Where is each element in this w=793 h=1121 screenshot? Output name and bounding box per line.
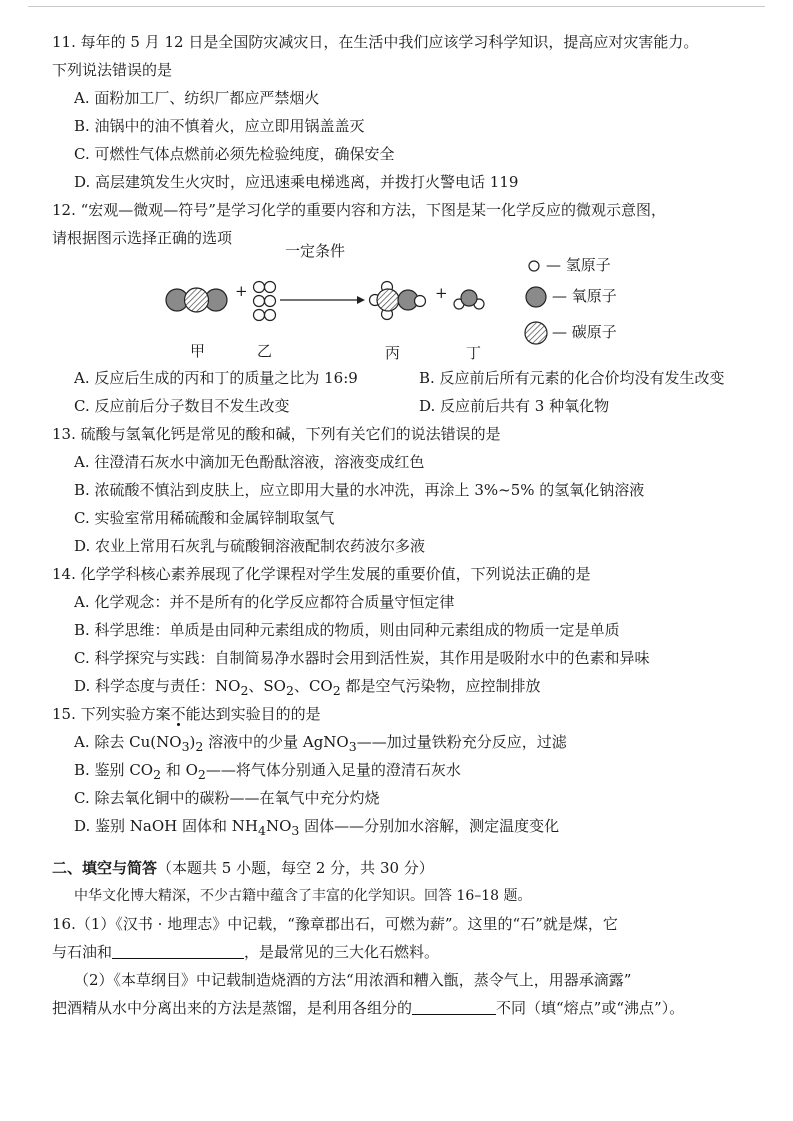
question-16-part2: （2）《本草纲目》中记载制造烧酒的方法“用浓酒和糟入甑，蒸令气上，用器承滴露” [74, 971, 632, 989]
molecule-bing [370, 282, 426, 320]
hydrogen-atom [265, 310, 276, 321]
question-12-options-row2 [52, 392, 762, 420]
hydrogen-atom [254, 282, 265, 293]
legend-oxygen-label: — 氧原子 [552, 287, 617, 305]
subscript: 4 [258, 823, 266, 838]
subscript: 3 [348, 739, 357, 754]
arrow-head [357, 296, 365, 304]
question-14-option-c: C. 科学探究与实践：自制简易净水器时会用到活性炭，其作用是吸附水中的色素和异味 [74, 649, 650, 667]
subscript: 2 [332, 683, 341, 698]
question-13-option-c: C. 实验室常用稀硫酸和金属锌制取氢气 [74, 509, 335, 527]
question-text: ，是最常见的三大化石燃料。 [244, 943, 440, 961]
subscript: 2 [195, 739, 204, 754]
subscript: 2 [240, 683, 249, 698]
option-text: 和 O [161, 761, 198, 779]
question-14-option-d [52, 672, 762, 700]
question-13-stem: 13. 硫酸与氢氧化钙是常见的酸和碱，下列有关它们的说法错误的是 [52, 425, 501, 443]
section-note: （本题共 5 小题，每空 2 分，共 30 分） [157, 859, 434, 877]
question-11-option-c: C. 可燃性气体点燃前必须先检验纯度，确保安全 [74, 145, 395, 163]
question-13-option-b: B. 浓硫酸不慎沾到皮肤上，应立即用大量的水冲洗，再涂上 3%~5% 的氢氧化钠溶液 [74, 481, 645, 499]
molecule-yi [254, 282, 276, 321]
question-12-options-row1 [52, 364, 762, 392]
question-16-part1-cont [52, 938, 762, 966]
question-16 [52, 910, 762, 1022]
molecule-jia [166, 288, 227, 312]
label-yi: 乙 [257, 342, 273, 360]
option-text: D. 鉴别 NaOH 固体和 NH [74, 817, 258, 835]
question-11-option-d: D. 高层建筑发生火灾时，应迅速乘电梯逃离，并拨打火警电话 119 [74, 173, 519, 191]
reaction-condition: 一定条件 [285, 242, 346, 260]
question-12-stem-cont: 请根据图示选择正确的选项 [52, 229, 233, 247]
question-15-option-b [52, 756, 762, 784]
question-text: 把酒精从水中分离出来的方法是蒸馏，是利用各组分的 [52, 999, 413, 1017]
hydrogen-atom [254, 296, 265, 307]
option-text: 、CO [293, 677, 333, 695]
option-text: ——将气体分别通入足量的澄清石灰水 [205, 761, 461, 779]
top-border-line [28, 6, 765, 7]
label-jia: 甲 [190, 342, 206, 360]
question-15-option-d [52, 812, 762, 840]
stem-text: 15. 下列实验方案 [52, 705, 171, 723]
subscript: 2 [285, 683, 294, 698]
question-12-stem: 12. “宏观—微观—符号”是学习化学的重要内容和方法，下图是某一化学反应的微观示意图， [52, 201, 666, 219]
legend-hydrogen-icon [529, 261, 539, 271]
molecule-ding [454, 290, 484, 309]
answer-blank-distillation[interactable] [412, 1013, 496, 1015]
option-text: 都是空气污染物，应控制排放 [340, 677, 541, 695]
question-15 [52, 700, 762, 840]
question-12-option-d: D. 反应前后共有 3 种氧化物 [419, 397, 610, 415]
stem-text: 能达到实验目的的是 [185, 705, 321, 723]
carbon-atom [377, 289, 399, 311]
option-text: 、SO [248, 677, 286, 695]
section-title: 二、填空与简答 [52, 859, 158, 877]
legend-oxygen-icon [526, 287, 546, 307]
legend-carbon-icon [525, 322, 547, 344]
option-text: 固体——分别加水溶解，测定温度变化 [299, 817, 560, 835]
question-11-stem: 11. 每年的 5 月 12 日是全国防灾减灾日，在生活中我们应该学习科学知识，提高应对灾害能力。 [52, 33, 699, 51]
hydrogen-atom [254, 310, 265, 321]
option-text: D. 科学态度与责任：NO [74, 677, 241, 695]
option-text: 溶液中的少量 AgNO [203, 733, 349, 751]
carbon-atom [185, 288, 209, 312]
question-13-option-d: D. 农业上常用石灰乳与硫酸铜溶液配制农药波尔多液 [74, 537, 426, 555]
plus-sign: + [235, 282, 248, 300]
question-12 [52, 196, 762, 420]
question-text: 不同（填“熔点”或“沸点”）。 [496, 999, 685, 1017]
question-text: 与石油和 [52, 943, 113, 961]
question-12-option-a: A. 反应后生成的丙和丁的质量之比为 16:9 [74, 369, 358, 387]
label-ding: 丁 [466, 344, 482, 362]
hydrogen-atom [265, 282, 276, 293]
legend-hydrogen-label: — 氢原子 [546, 256, 611, 274]
question-14-option-a: A. 化学观念：并不是所有的化学反应都符合质量守恒定律 [74, 593, 455, 611]
question-14 [52, 560, 762, 700]
question-15-option-c: C. 除去氧化铜中的碳粉——在氧气中充分灼烧 [74, 789, 380, 807]
hydrogen-atom [415, 296, 426, 307]
section-2-intro: 中华文化博大精深，不少古籍中蕴含了丰富的化学知识。回答 16–18 题。 [74, 888, 532, 904]
question-16-part1: 16.（1）《汉书 · 地理志》中记载，“豫章郡出石，可燃为薪”。这里的“石”就是煤，它 [52, 915, 618, 933]
question-12-option-b: B. 反应前后所有元素的化合价均没有发生改变 [419, 369, 725, 387]
question-13-option-a: A. 往澄清石灰水中滴加无色酚酞溶液，溶液变成红色 [74, 453, 425, 471]
option-text: A. 除去 Cu(NO [74, 733, 182, 751]
question-13 [52, 420, 762, 560]
oxygen-atom [461, 290, 477, 306]
question-11-option-a: A. 面粉加工厂、纺织厂都应严禁烟火 [74, 89, 320, 107]
legend-carbon-label: — 碳原子 [552, 323, 617, 341]
answer-blank-fossil-fuel[interactable] [112, 957, 244, 959]
question-14-option-b: B. 科学思维：单质是由同种元素组成的物质，则由同种元素组成的物质一定是单质 [74, 621, 620, 639]
emphasis-not: 不 [170, 705, 186, 723]
subscript: 3 [181, 739, 190, 754]
exam-page [52, 28, 762, 1022]
question-15-option-a [52, 728, 762, 756]
option-text: NO [265, 817, 292, 835]
subscript: 2 [197, 767, 206, 782]
option-text: ) [189, 733, 196, 751]
question-15-stem [52, 700, 762, 728]
subscript: 2 [153, 767, 162, 782]
label-bing: 丙 [385, 344, 401, 362]
question-11-option-b: B. 油锅中的油不慎着火，应立即用锅盖盖灭 [74, 117, 365, 135]
option-text: B. 鉴别 CO [74, 761, 154, 779]
question-14-stem: 14. 化学学科核心素养展现了化学课程对学生发展的重要价值，下列说法正确的是 [52, 565, 591, 583]
diagram-legend [525, 261, 547, 344]
question-16-part2-cont [52, 994, 762, 1022]
section-2 [52, 854, 762, 910]
reaction-diagram [52, 242, 762, 364]
section-gap [52, 840, 762, 854]
molecule-diagram-svg [52, 252, 762, 364]
section-2-heading [52, 854, 762, 882]
plus-sign: + [435, 284, 448, 302]
subscript: 3 [291, 823, 300, 838]
hydrogen-atom [265, 296, 276, 307]
option-text: ——加过量铁粉充分反应，过滤 [356, 733, 567, 751]
question-11-stem-cont: 下列说法错误的是 [52, 61, 173, 79]
question-12-option-c: C. 反应前后分子数目不发生改变 [74, 397, 290, 415]
question-11 [52, 28, 762, 196]
